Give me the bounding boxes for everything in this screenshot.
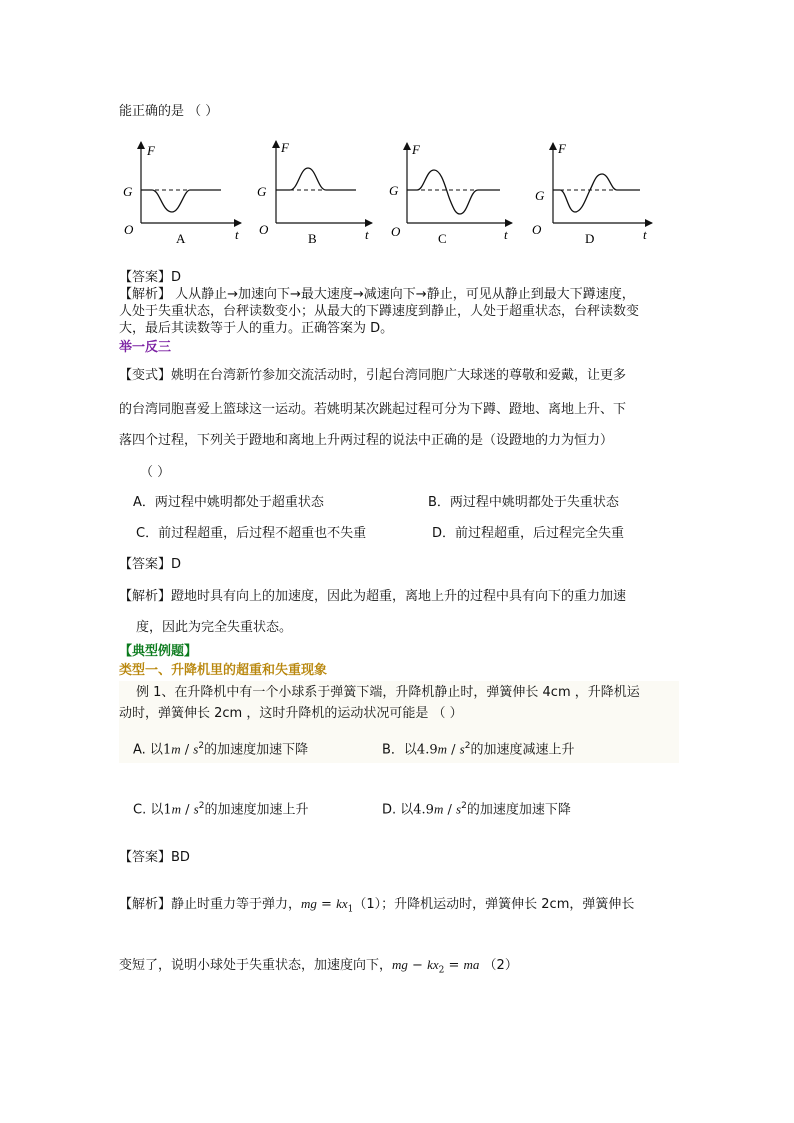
graph-d-t-label: t xyxy=(643,227,647,242)
unit-exponent: 2 xyxy=(198,741,205,751)
example-option-b-text: 的加速度减速上升 xyxy=(470,742,575,758)
variant-line-3: 落四个过程，下列关于蹬地和离地上升两过程的说法中正确的是（设蹬地的力为恒力） xyxy=(119,433,614,448)
graph-a-origin: O xyxy=(124,222,134,237)
unit-slash: / xyxy=(443,802,457,818)
graph-c-f-label: F xyxy=(412,142,420,157)
graph-c-t-label: t xyxy=(504,227,508,242)
unit-m: m xyxy=(437,741,447,757)
unit-m: m xyxy=(171,741,181,757)
example-option-c-value: 1 xyxy=(163,802,172,818)
graph-b-caption: B xyxy=(308,231,317,246)
equation-1-subscript: 1 xyxy=(347,904,354,915)
answer-2: 【答案】D xyxy=(119,557,182,572)
unit-slash: / xyxy=(180,742,194,758)
section-jyfs: 举一反三 xyxy=(119,340,172,355)
example-option-c xyxy=(133,798,308,818)
graph-b-t-label: t xyxy=(365,227,369,242)
equation-1-tag: （1）； xyxy=(353,897,395,912)
unit-exponent: 2 xyxy=(464,741,471,751)
option-a: A．两过程中姚明都处于超重状态 xyxy=(133,495,324,510)
example-option-d-value: 4.9 xyxy=(413,802,434,818)
example-option-c-prefix: C. 以 xyxy=(133,802,164,818)
example-option-b-value: 4.9 xyxy=(416,742,438,758)
unit-exponent: 2 xyxy=(461,801,467,811)
equation-1-lhs: mg xyxy=(301,896,317,911)
graph-a-t-label: t xyxy=(235,227,239,242)
explanation-2-line-1: 【解析】蹬地时具有向上的加速度，因此为超重，离地上升的过程中具有向下的重力加速 xyxy=(119,589,627,604)
equation-1-kx: kx xyxy=(336,896,348,911)
graph-b-origin: O xyxy=(259,222,269,237)
example-option-a xyxy=(133,738,308,758)
example-1-line-1: 例 1、在升降机中有一个小球系于弹簧下端，升降机静止时，弹簧伸长 4cm ，升降机运 xyxy=(136,685,640,700)
option-d: D．前过程超重，后过程完全失重 xyxy=(432,526,625,541)
explanation-3-line-1 xyxy=(119,896,634,918)
explanation-1-line-1: 【解析】 人从静止→加速向下→最大速度→减速向下→静止，可见从静止到最大下蹲速度， xyxy=(119,287,635,302)
example-option-a-prefix: A. 以 xyxy=(133,742,163,758)
equation-2-subscript: 2 xyxy=(438,965,445,976)
equation-2-kx: kx xyxy=(427,957,439,972)
explanation-1-line-3: 大，最后其读数等于人的重力。正确答案为 D。 xyxy=(119,321,394,336)
unit-s: s xyxy=(193,801,199,817)
graph-d-origin: O xyxy=(532,222,542,237)
explanation-4-line-1 xyxy=(119,957,518,979)
variant-line-1: 【变式】姚明在台湾新竹参加交流活动时，引起台湾同胞广大球迷的尊敬和爱戴，让更多 xyxy=(119,368,627,383)
graph-a-f-label: F xyxy=(147,143,155,158)
example-option-d-text: 的加速度加速下降 xyxy=(466,802,571,818)
example-option-a-value: 1 xyxy=(162,742,172,758)
variant-paren: （ ） xyxy=(140,465,171,480)
answer-3: 【答案】BD xyxy=(119,850,190,865)
graph-d-caption: D xyxy=(585,231,595,246)
example-option-d-prefix: D. 以 xyxy=(382,802,414,818)
equation-2-rhs: ma xyxy=(463,957,480,972)
force-time-graphs xyxy=(0,0,794,260)
answer-1: 【答案】D xyxy=(119,270,182,285)
explanation-4-prefix: 变短了，说明小球处于失重状态，加速度向下， xyxy=(119,958,393,973)
unit-exponent: 2 xyxy=(198,801,205,811)
example-option-a-text: 的加速度加速下降 xyxy=(204,742,309,758)
equation-2-equals: = xyxy=(444,958,464,973)
variant-line-2: 的台湾同胞喜爱上篮球这一运动。若姚明某次跳起过程可分为下蹲、蹬地、离地上升、下 xyxy=(119,402,627,417)
equation-2-tag: （2） xyxy=(479,958,518,973)
unit-slash: / xyxy=(181,802,194,818)
example-1-line-2: 动时，弹簧伸长 2cm ，这时升降机的运动状况可能是 （ ） xyxy=(119,706,463,721)
equation-1-sign: = xyxy=(316,897,337,912)
graph-c-caption: C xyxy=(438,231,447,246)
unit-m: m xyxy=(171,801,182,817)
graph-d-f-label: F xyxy=(558,141,566,156)
graph-c-g-label: G xyxy=(389,183,399,198)
graph-d-g-label: G xyxy=(535,188,545,203)
unit-s: s xyxy=(459,741,465,757)
explanation-3-prefix: 【解析】静止时重力等于弹力， xyxy=(119,897,302,912)
unit-s: s xyxy=(193,741,199,757)
example-option-c-text: 的加速度加速上升 xyxy=(204,802,309,818)
unit-s: s xyxy=(456,801,462,817)
example-option-b-prefix: B．以 xyxy=(382,742,417,758)
equation-2-mg: mg xyxy=(392,957,408,972)
graph-b xyxy=(257,140,372,246)
unit-slash: / xyxy=(447,742,460,758)
graph-c-origin: O xyxy=(391,224,401,239)
explanation-1-line-2: 人处于失重状态，台秤读数变小；从最大的下蹲速度到静止，人处于超重状态，台秤读数变 xyxy=(119,304,640,319)
equation-2-minus: − xyxy=(407,958,428,973)
graph-c xyxy=(389,142,512,246)
type-1-heading: 类型一、升降机里的超重和失重现象 xyxy=(119,663,328,678)
graph-a-caption: A xyxy=(176,231,186,246)
section-typical-examples: 【典型例题】 xyxy=(119,644,198,659)
option-c: C．前过程超重，后过程不超重也不失重 xyxy=(136,526,367,541)
explanation-2-line-2: 度，因此为完全失重状态。 xyxy=(136,620,293,635)
graph-b-g-label: G xyxy=(257,184,267,199)
example-option-d xyxy=(382,798,571,818)
graph-d xyxy=(532,141,652,246)
example-option-b xyxy=(382,738,574,758)
unit-m: m xyxy=(433,801,444,817)
option-b: B．两过程中姚明都处于失重状态 xyxy=(428,495,619,510)
question-stem: 能正确的是 （ ） xyxy=(119,104,219,119)
graph-b-f-label: F xyxy=(281,140,289,155)
graph-a-g-label: G xyxy=(123,184,133,199)
graph-a xyxy=(123,142,241,246)
explanation-3-suffix: 升降机运动时，弹簧伸长 2cm，弹簧伸长 xyxy=(394,897,635,912)
